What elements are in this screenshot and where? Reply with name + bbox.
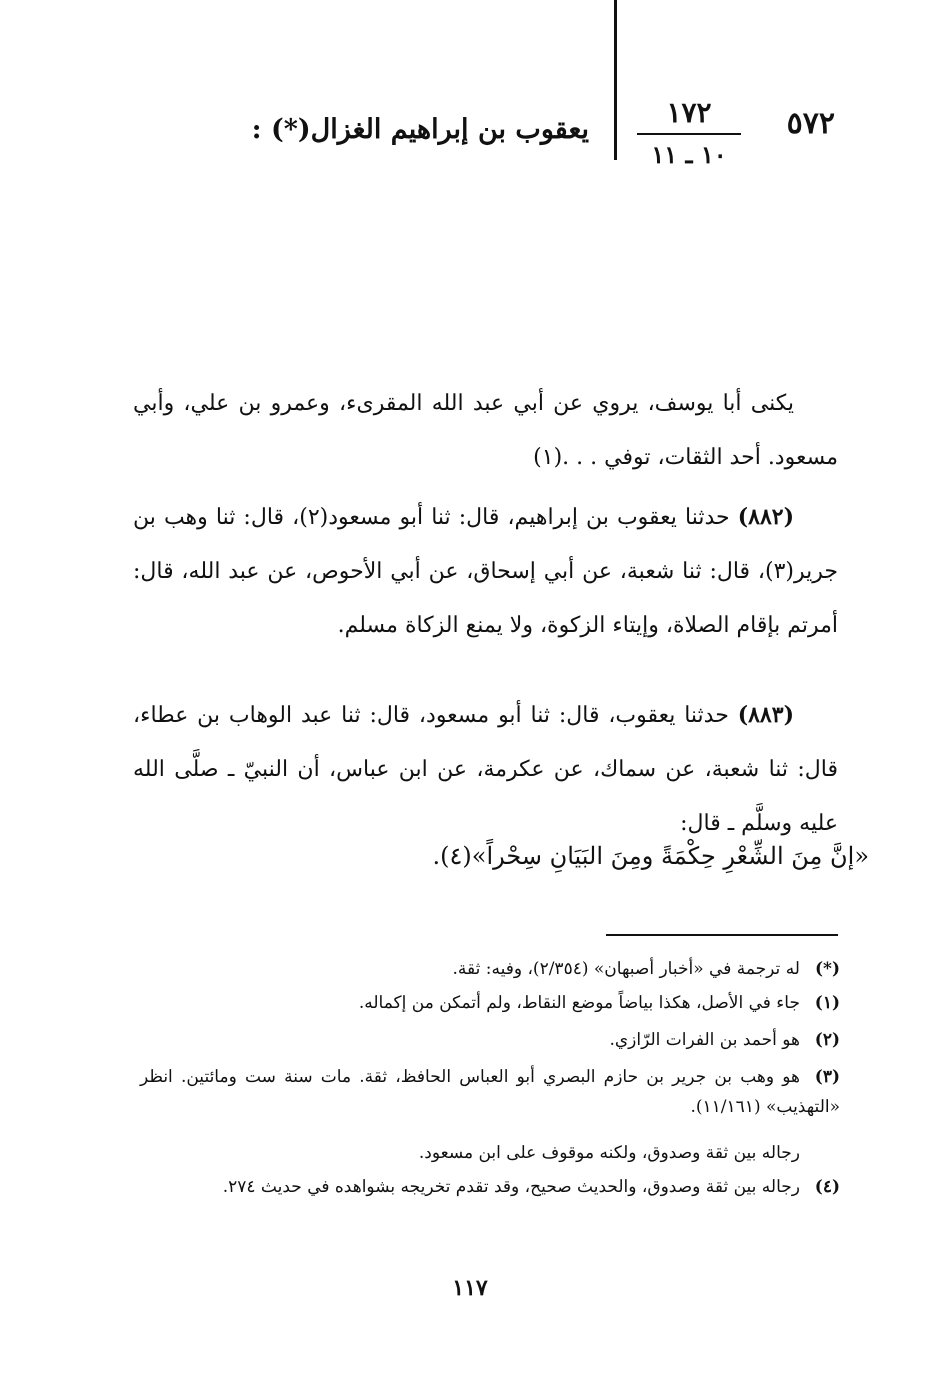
reference-fraction-rule xyxy=(637,133,741,135)
footnote-text: له ترجمة في «أخبار أصبهان» (٢/٣٥٤)، وفيه: ثقة. xyxy=(452,959,800,979)
footnote-text: رجاله بين ثقة وصدوق، والحديث صحيح، وقد تقدم تخريجه بشواهده في حديث ٢٧٤. xyxy=(222,1177,800,1197)
footnote-star xyxy=(140,954,840,984)
page-number: ١١٧ xyxy=(452,1275,488,1301)
footnote-text: جاء في الأصل، هكذا بياضاً موضع النقاط، ولم أتمكن من إكماله. xyxy=(358,993,800,1013)
hadith-883 xyxy=(133,688,838,851)
hadith-number: (٨٨٢) xyxy=(737,504,795,530)
footnote-1 xyxy=(140,988,840,1018)
footnote-4 xyxy=(140,1172,840,1202)
hadith-number: (٨٨٣) xyxy=(737,702,794,728)
footnote-marker: (١) xyxy=(814,993,840,1013)
footnote-marker: (٢) xyxy=(814,1030,840,1050)
hadith-text: حدثنا يعقوب، قال: ثنا أبو مسعود، قال: ثنا عبد الوهاب بن عطاء، قال: ثنا شعبة، عن سماك، عن عكرمة، عن ابن عباس، أن النبيّ ـ صلَّى الله عليه وسلَّم ـ قال: xyxy=(133,703,838,836)
reference-number-bottom: ١٠ ـ ١١ xyxy=(651,140,727,169)
hadith-quote: «إنَّ مِنَ الشِّعْرِ حِكْمَةً ومِنَ البَيَانِ سِحْراً»(٤). xyxy=(432,842,869,870)
biography-paragraph xyxy=(133,377,838,485)
footnote-3 xyxy=(140,1062,840,1122)
entry-heading: يعقوب بن إبراهيم الغزال(*) : xyxy=(251,114,589,145)
entry-number: ٥٧٢ xyxy=(786,106,835,141)
footnote-2 xyxy=(140,1025,840,1055)
biography-text: يكنى أبا يوسف، يروي عن أبي عبد الله المقرىء، وعمرو بن علي، وأبي مسعود. أحد الثقات، توفي . . .(١) xyxy=(133,391,838,470)
footnote-text: هو أحمد بن الفرات الرّازي. xyxy=(609,1030,800,1050)
footnote-marker: (٣) xyxy=(814,1067,840,1087)
hadith-882 xyxy=(133,490,838,653)
footnote-marker: (*) xyxy=(815,959,840,979)
footnote-separator xyxy=(606,934,838,936)
reference-number-top: ١٧٢ xyxy=(666,96,712,129)
hadith-text: حدثنا يعقوب بن إبراهيم، قال: ثنا أبو مسعود(٢)، قال: ثنا وهب بن جرير(٣)، قال: ثنا شعبة، عن أبي إسحاق، عن أبي الأحوص، عن عبد الله، قال: أمرتم بإقام الصلاة، وإيتاء الزكوة، ولا يمنع الزكاة مسلم. xyxy=(133,505,838,638)
header-divider xyxy=(614,0,617,160)
footnote-text: هو وهب بن جرير بن حازم البصري أبو العباس الحافظ، ثقة. مات سنة ست ومائتين. انظر «التهذيب» (١١/١٦١). xyxy=(140,1067,840,1117)
footnote-marker: (٤) xyxy=(814,1177,840,1197)
footnote-3-continuation: رجاله بين ثقة وصدوق، ولكنه موقوف على ابن مسعود. xyxy=(418,1143,800,1163)
